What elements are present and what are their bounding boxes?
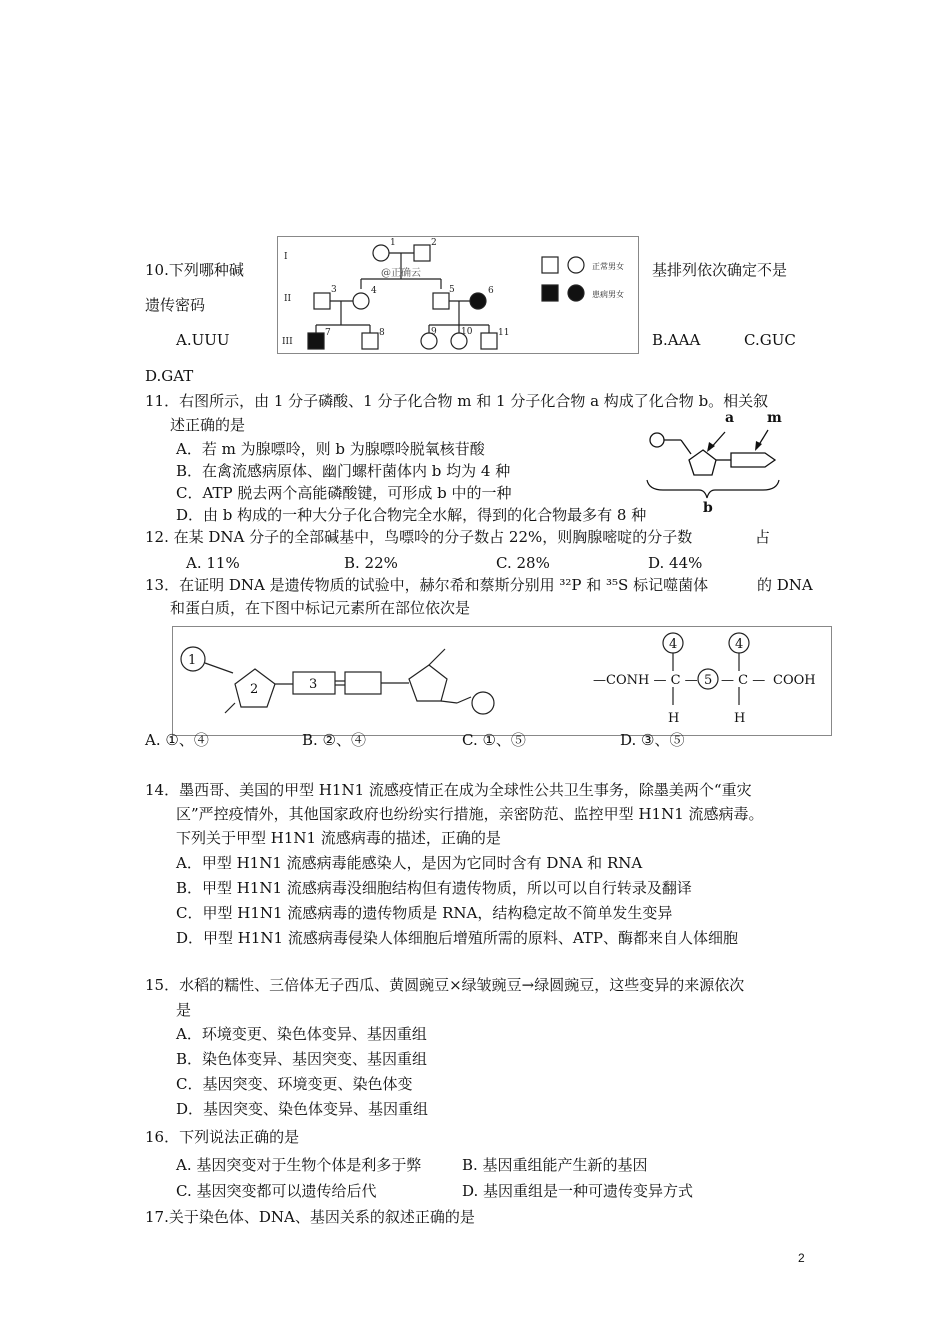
- legend-normal-male: [542, 257, 558, 273]
- cooh-text: COOH: [773, 673, 816, 688]
- q12-option-a: A. 11%: [186, 554, 240, 572]
- q11-stem-line2: 述正确的是: [170, 416, 246, 434]
- base-m-shape: [731, 453, 775, 467]
- q14-option-b: B．甲型 H1N1 流感病毒没细胞结构但有遗传物质，所以可以自行转录及翻译: [176, 879, 692, 897]
- pentagon-right: [409, 665, 447, 701]
- pedigree-male-2: [414, 245, 430, 261]
- gen-label-3: III: [282, 337, 293, 347]
- page-number: 2: [798, 1251, 805, 1265]
- svg-text:1: 1: [390, 238, 396, 248]
- q13-stem-line1: 13．在证明 DNA 是遗传物质的试验中，赫尔希和蔡斯分别用 ³²P 和 ³⁵S 标记噬菌体: [145, 576, 709, 594]
- pedigree-male-11: [481, 333, 497, 349]
- q10-option-d: D.GAT: [145, 367, 194, 385]
- num-4-right: 4: [735, 637, 744, 652]
- c2-text: — C —: [721, 673, 766, 688]
- svg-text:11: 11: [498, 328, 510, 338]
- legend-affected-label: 患病男女: [592, 290, 624, 299]
- svg-text:3: 3: [331, 285, 337, 295]
- phosphate-circle: [650, 433, 664, 447]
- q14-stem-line3: 下列关于甲型 H1N1 流感病毒的描述，正确的是: [176, 829, 501, 847]
- q16-option-d: D. 基因重组是一种可遗传变异方式: [462, 1182, 694, 1200]
- q10-option-c: C.GUC: [744, 331, 796, 349]
- q14-option-a: A．甲型 H1N1 流感病毒能感染人，是因为它同时含有 DNA 和 RNA: [176, 854, 643, 872]
- brace: [647, 480, 779, 498]
- q11-stem-line1: 11．右图所示，由 1 分子磷酸、1 分子化合物 m 和 1 分子化合物 a 构成了化合物 b。相关叙: [145, 392, 769, 410]
- svg-text:8: 8: [379, 328, 385, 338]
- conh-text: —CONH — C —: [593, 673, 698, 688]
- q16-stem: 16．下列说法正确的是: [145, 1128, 300, 1146]
- legend-affected-female: [568, 285, 584, 301]
- q15-option-a: A．环境变更、染色体变异、基因重组: [176, 1025, 427, 1043]
- q13-stem-line2: 和蛋白质，在下图中标记元素所在部位依次是: [170, 599, 471, 617]
- q12-stem: 12. 在某 DNA 分子的全部碱基中，鸟嘌呤的分子数占 22%，则胸腺嘧啶的分子数: [145, 528, 693, 546]
- pedigree-svg: [278, 237, 638, 353]
- h-left: H: [668, 711, 680, 726]
- num-3: 3: [309, 677, 318, 692]
- q13-option-b: B. ②、④: [302, 731, 367, 749]
- q10-stem-right: 基排列依次确定不是: [652, 261, 788, 279]
- svg-text:4: 4: [371, 286, 377, 296]
- label-m: m: [767, 410, 782, 426]
- pentose-pentagon: [689, 450, 716, 475]
- watermark: @正确云: [381, 268, 421, 279]
- pedigree-female-1: [373, 245, 389, 261]
- gen-label-2: II: [284, 294, 292, 304]
- label-b: b: [703, 500, 713, 514]
- q12-option-d: D. 44%: [648, 554, 703, 572]
- svg-text:10: 10: [461, 327, 473, 337]
- q14-option-c: C．甲型 H1N1 流感病毒的遗传物质是 RNA，结构稳定故不简单发生变异: [176, 904, 673, 922]
- svg-text:2: 2: [431, 238, 437, 248]
- pedigree-male-7-affected: [308, 333, 324, 349]
- svg-text:6: 6: [488, 286, 494, 296]
- legend-normal-female: [568, 257, 584, 273]
- q13-option-d: D. ③、⑤: [620, 731, 685, 749]
- legend-normal-label: 正常男女: [592, 262, 624, 271]
- q12-stem-tail: 占: [755, 528, 771, 546]
- q15-stem-line2: 是: [176, 1001, 192, 1019]
- q11-option-c: C．ATP 脱去两个高能磷酸键，可形成 b 中的一种: [176, 484, 512, 502]
- q14-option-d: D．甲型 H1N1 流感病毒侵染人体细胞后增殖所需的原料、ATP、酶都来自人体细胞: [176, 929, 738, 947]
- pedigree-figure: [277, 236, 639, 354]
- q10-stem-left: 10.下列哪种碱: [145, 261, 244, 279]
- q15-stem-line1: 15．水稻的糯性、三倍体无子西瓜、黄圆豌豆×绿皱豌豆→绿圆豌豆，这些变异的来源依次: [145, 976, 745, 994]
- num-2: 2: [250, 682, 259, 697]
- label-a: a: [725, 410, 735, 426]
- q14-stem-line2: 区”严控疫情外，其他国家政府也纷纷实行措施，亲密防范、监控甲型 H1N1 流感病毒。: [176, 805, 764, 823]
- q14-stem-line1: 14．墨西哥、美国的甲型 H1N1 流感疫情正在成为全球性公共卫生事务，除墨美两个“重灾: [145, 781, 752, 799]
- num-5: 5: [704, 673, 713, 688]
- pedigree-female-4: [353, 293, 369, 309]
- svg-text:5: 5: [449, 285, 455, 295]
- svg-text:9: 9: [431, 327, 437, 337]
- q12-option-c: C. 28%: [496, 554, 550, 572]
- pedigree-female-6-affected: [470, 293, 486, 309]
- q11-option-d: D．由 b 构成的一种大分子化合物完全水解，得到的化合物最多有 8 种: [176, 506, 647, 524]
- q13-option-c: C. ①、⑤: [462, 731, 526, 749]
- q13-figure: [172, 626, 832, 736]
- rect-base-pair: [345, 672, 381, 694]
- pedigree-male-3: [314, 293, 330, 309]
- nucleotide-figure: [643, 408, 793, 514]
- num-1: 1: [188, 653, 197, 668]
- num-4-left: 4: [669, 637, 678, 652]
- pedigree-male-8: [362, 333, 378, 349]
- q11-option-b: B．在禽流感病原体、幽门螺杆菌体内 b 均为 4 种: [176, 462, 511, 480]
- legend-affected-male: [542, 285, 558, 301]
- circle-right: [472, 692, 494, 714]
- q15-option-b: B．染色体变异、基因突变、基因重组: [176, 1050, 428, 1068]
- q16-option-c: C. 基因突变都可以遗传给后代: [176, 1182, 377, 1200]
- gen-label-1: I: [284, 252, 288, 262]
- q15-option-c: C．基因突变、环境变更、染色体变: [176, 1075, 413, 1093]
- q13-stem-line1-tail: 的 DNA: [757, 576, 813, 594]
- svg-text:7: 7: [325, 328, 331, 338]
- q17-stem: 17.关于染色体、DNA、基因关系的叙述正确的是: [145, 1208, 475, 1226]
- q13-option-a: A. ①、④: [145, 731, 209, 749]
- h-right: H: [734, 711, 746, 726]
- q10-stem-line2: 遗传密码: [145, 296, 206, 314]
- q15-option-d: D．基因突变、染色体变异、基因重组: [176, 1100, 429, 1118]
- pedigree-male-5: [433, 293, 449, 309]
- q16-option-a: A. 基因突变对于生物个体是利多于弊: [176, 1156, 422, 1174]
- q10-option-b: B.AAA: [652, 331, 701, 349]
- q16-option-b: B. 基因重组能产生新的基因: [462, 1156, 648, 1174]
- q10-option-a: A.UUU: [176, 331, 230, 349]
- q11-option-a: A．若 m 为腺嘌呤，则 b 为腺嘌呤脱氧核苷酸: [176, 440, 485, 458]
- q12-option-b: B. 22%: [344, 554, 398, 572]
